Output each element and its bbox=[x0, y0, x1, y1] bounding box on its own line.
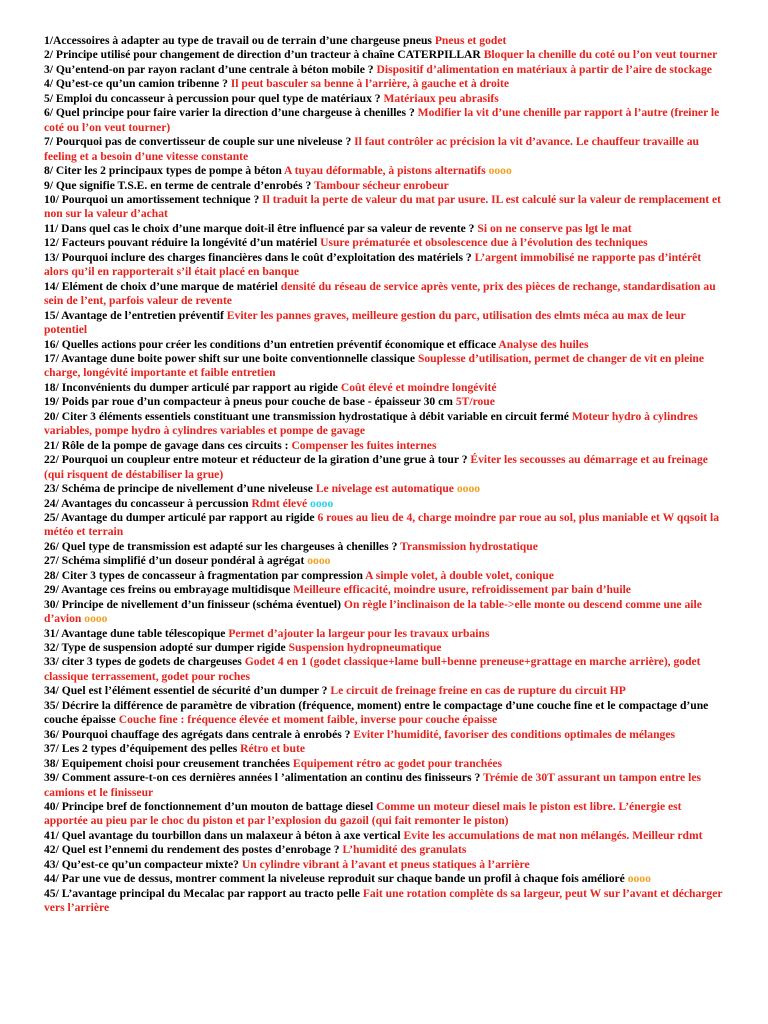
qa-item bbox=[44, 236, 724, 250]
qa-item bbox=[44, 48, 724, 62]
question-text: 44/ Par une vue de dessus, montrer comment la niveleuse reproduit sur chaque bande un profil à chaque fois amélioré bbox=[44, 872, 628, 886]
qa-item bbox=[44, 135, 724, 164]
answer-text: Le circuit de freinage freine en cas de rupture du circuit HP bbox=[330, 684, 626, 698]
qa-item bbox=[44, 395, 724, 409]
answer-text: Si on ne conserve pas lgt le mat bbox=[477, 221, 632, 235]
qa-item bbox=[44, 92, 724, 106]
qa-item bbox=[44, 872, 724, 886]
qa-item bbox=[44, 222, 724, 236]
answer-text: Coût élevé et moindre longévité bbox=[340, 380, 497, 394]
question-text: 21/ Rôle de la pompe de gavage dans ces circuits : bbox=[44, 438, 292, 452]
question-text: 20/ Citer 3 éléments essentiels constituant une transmission hydrostatique à débit variable en circuit fermé bbox=[44, 409, 572, 423]
answer-text: Pneus et godet bbox=[434, 34, 507, 47]
answer-text: Suspension hydropneumatique bbox=[288, 641, 442, 655]
answer-text: Bloquer la chenille du coté ou l’on veut tourner bbox=[483, 48, 718, 62]
question-text: 27/ Schéma simplifié d’un doseur pondéral à agrégat bbox=[44, 554, 308, 568]
review-marker: oooo bbox=[307, 554, 331, 568]
qa-item bbox=[44, 381, 724, 395]
question-text: 1/Accessoires à adapter au type de travail ou de terrain d’une chargeuse pneus bbox=[44, 34, 435, 47]
qa-item bbox=[44, 800, 724, 829]
question-text: 26/ Quel type de transmission est adapté sur les chargeuses à chenilles ? bbox=[44, 539, 401, 553]
qa-item bbox=[44, 771, 724, 800]
question-text: 6/ Quel principe pour faire varier la direction d’une chargeuse à chenilles ? bbox=[44, 106, 418, 120]
question-text: 29/ Avantage ces freins ou embrayage multidisque bbox=[44, 583, 294, 597]
qa-item bbox=[44, 439, 724, 453]
qa-item bbox=[44, 742, 724, 756]
question-text: 4/ Qu’est-ce qu’un camion tribenne ? bbox=[44, 77, 231, 91]
qa-item bbox=[44, 843, 724, 857]
question-text: 31/ Avantage dune table télescopique bbox=[44, 626, 229, 640]
qa-item bbox=[44, 627, 724, 641]
answer-text: Usure prématurée et obsolescence due à l’évolution des techniques bbox=[320, 236, 648, 250]
question-text: 7/ Pourquoi pas de convertisseur de couple sur une niveleuse ? bbox=[44, 135, 355, 149]
question-text: 12/ Facteurs pouvant réduire la longévité d’un matériel bbox=[44, 236, 321, 250]
answer-text: Le nivelage est automatique bbox=[315, 482, 454, 496]
answer-text: Éviter les secousses au démarrage et au freinage (qui risquent de déstabiliser la grue) bbox=[44, 453, 708, 481]
qa-item bbox=[44, 569, 724, 583]
question-text: 36/ Pourquoi chauffage des agrégats dans centrale à enrobés ? bbox=[44, 727, 354, 741]
question-text: 30/ Principe de nivellement d’un finisseur (schéma éventuel) bbox=[44, 597, 344, 611]
answer-text: Transmission hydrostatique bbox=[400, 539, 538, 553]
question-text: 28/ Citer 3 types de concasseur à fragmentation par compression bbox=[44, 568, 366, 582]
qa-item bbox=[44, 858, 724, 872]
question-text: 18/ Inconvénients du dumper articulé par rapport au rigide bbox=[44, 380, 341, 394]
answer-text: Meilleure efficacité, moindre usure, refroidissement par bain d’huile bbox=[293, 583, 631, 597]
qa-item bbox=[44, 482, 724, 496]
qa-item bbox=[44, 410, 724, 439]
qa-item bbox=[44, 728, 724, 742]
qa-item bbox=[44, 179, 724, 193]
question-text: 3/ Qu’entend-on par rayon raclant d’une centrale à béton mobile ? bbox=[44, 62, 377, 76]
answer-text: Rdmt élevé bbox=[251, 496, 308, 510]
answer-text: Fait une rotation complète ds sa largeur, peut W sur l’avant et décharger vers l’arrière bbox=[44, 886, 723, 915]
qa-item bbox=[44, 251, 724, 280]
review-marker: oooo bbox=[84, 612, 108, 626]
review-marker: oooo bbox=[627, 872, 651, 886]
qa-item bbox=[44, 63, 724, 77]
question-text: 11/ Dans quel cas le choix d’une marque doit-il être influencé par sa valeur de revente ? bbox=[44, 221, 478, 235]
qa-list bbox=[44, 34, 724, 916]
answer-text: Dispositif d’alimentation en matériaux à partir de l’aire de stockage bbox=[376, 62, 712, 76]
answer-text: Godet 4 en 1 (godet classique+lame bull+benne preneuse+grattage en marche arrière), godet classique terrassement, godet pour roches bbox=[44, 655, 701, 683]
qa-item bbox=[44, 164, 724, 178]
question-text: 43/ Qu’est-ce qu’un compacteur mixte? bbox=[44, 857, 242, 871]
answer-text: Souplesse d’utilisation, permet de changer de vit en pleine charge, longévité importante et faible entretien bbox=[44, 351, 705, 380]
qa-item bbox=[44, 699, 724, 728]
review-marker: oooo bbox=[488, 164, 512, 178]
answer-text: Modifier la vit d’une chenille par rapport à l’autre (freiner le coté ou l’on veut tourner) bbox=[44, 106, 720, 134]
answer-text: Il peut basculer sa benne à l’arrière, à gauche et à droite bbox=[230, 77, 510, 91]
answer-text: Evite les accumulations de mat non mélangés. Meilleur rdmt bbox=[403, 828, 703, 842]
qa-item bbox=[44, 641, 724, 655]
question-text: 16/ Quelles actions pour créer les conditions d’un entretien préventif économique et efficace bbox=[44, 337, 499, 351]
question-text: 10/ Pourquoi un amortissement technique ? bbox=[44, 192, 263, 206]
answer-text: Tambour sécheur enrobeur bbox=[313, 178, 449, 192]
review-marker: oooo bbox=[310, 496, 334, 510]
question-text: 42/ Quel est l’ennemi du rendement des postes d’enrobage ? bbox=[44, 843, 343, 857]
qa-item bbox=[44, 338, 724, 352]
answer-text: Trémie de 30T assurant un tampon entre les camions et le finisseur bbox=[44, 771, 701, 799]
qa-item bbox=[44, 540, 724, 554]
qa-item bbox=[44, 583, 724, 597]
question-text: 38/ Equipement choisi pour creusement tranchées bbox=[44, 756, 293, 770]
qa-item bbox=[44, 598, 724, 627]
question-text: 15/ Avantage de l’entretien préventif bbox=[44, 308, 227, 322]
question-text: 40/ Principe bref de fonctionnement d’un mouton de battage diesel bbox=[44, 800, 377, 814]
answer-text: Un cylindre vibrant à l’avant et pneus statiques à l’arrière bbox=[241, 857, 530, 871]
question-text: 17/ Avantage dune boite power shift sur une boite conventionnelle classique bbox=[44, 351, 418, 365]
question-text: 45/ L’avantage principal du Mecalac par rapport au tracto pelle bbox=[44, 886, 363, 900]
qa-item bbox=[44, 511, 724, 540]
qa-item bbox=[44, 829, 724, 843]
answer-text: Equipement rétro ac godet pour tranchées bbox=[292, 756, 503, 770]
question-text: 2/ Principe utilisé pour changement de direction d’un tracteur à chaîne CATERPILLAR bbox=[44, 48, 484, 62]
question-text: 5/ Emploi du concasseur à percussion pour quel type de matériaux ? bbox=[44, 91, 384, 105]
qa-item bbox=[44, 77, 724, 91]
question-text: 41/ Quel avantage du tourbillon dans un malaxeur à béton à axe vertical bbox=[44, 828, 404, 842]
answer-text: A simple volet, à double volet, conique bbox=[365, 568, 554, 582]
question-text: 25/ Avantage du dumper articulé par rapport au rigide bbox=[44, 510, 318, 524]
answer-text: Il traduit la perte de valeur du mat par usure. IL est calculé sur la valeur de remplacement et non sur la valeur d’achat bbox=[44, 192, 722, 221]
answer-text: Couche fine : fréquence élevée et moment faible, inverse pour couche épaisse bbox=[118, 713, 498, 727]
answer-text: Il faut contrôler ac précision la vit d’avance. Le chauffeur travaille au feeling et a besoin d’une vitesse constante bbox=[44, 135, 699, 163]
answer-text: Rétro et bute bbox=[240, 742, 305, 756]
qa-item bbox=[44, 655, 724, 684]
qa-item bbox=[44, 193, 724, 222]
answer-text: L’argent immobilisé ne rapporte pas d’intérêt alors qu’il en rapporterait s’il était placé en banque bbox=[44, 250, 702, 279]
question-text: 14/ Elément de choix d’une marque de matériel bbox=[44, 279, 281, 293]
qa-item bbox=[44, 106, 724, 135]
qa-item bbox=[44, 280, 724, 309]
answer-text: Analyse des huiles bbox=[498, 337, 589, 351]
answer-text: Comme un moteur diesel mais le piston est libre. L’énergie est apportée au pieu par le choc du piston et par l’explosion du gazoil (qui fait remonter le piston) bbox=[44, 800, 682, 828]
question-text: 22/ Pourquoi un coupleur entre moteur et réducteur de la giration d’une grue à tour ? bbox=[44, 453, 471, 467]
question-text: 35/ Décrire la différence de paramètre de vibration (fréquence, moment) entre le compactage d’une couche fine et le compactage d’une couche épaisse bbox=[44, 698, 709, 727]
question-text: 9/ Que signifie T.S.E. en terme de centrale d’enrobés ? bbox=[44, 178, 314, 192]
question-text: 13/ Pourquoi inclure des charges financières dans le coût d’exploitation des matériels ? bbox=[44, 250, 475, 264]
question-text: 37/ Les 2 types d’équipement des pelles bbox=[44, 742, 241, 756]
answer-text: Eviter l’humidité, favoriser des conditions optimales de mélanges bbox=[353, 727, 675, 741]
question-text: 34/ Quel est l’élément essentiel de sécurité d’un dumper ? bbox=[44, 684, 331, 698]
answer-text: A tuyau déformable, à pistons alternatifs bbox=[284, 164, 486, 178]
answer-text: Matériaux peu abrasifs bbox=[383, 91, 499, 105]
qa-item bbox=[44, 757, 724, 771]
question-text: 33/ citer 3 types de godets de chargeuses bbox=[44, 655, 245, 669]
qa-item bbox=[44, 309, 724, 338]
qa-item bbox=[44, 352, 724, 381]
question-text: 32/ Type de suspension adopté sur dumper rigide bbox=[44, 641, 289, 655]
question-text: 8/ Citer les 2 principaux types de pompe à béton bbox=[44, 164, 285, 178]
qa-item bbox=[44, 34, 724, 48]
qa-item bbox=[44, 497, 724, 511]
answer-text: Compenser les fuites internes bbox=[291, 438, 437, 452]
qa-item bbox=[44, 684, 724, 698]
qa-item bbox=[44, 554, 724, 568]
answer-text: Moteur hydro à cylindres variables, pompe hydro à cylindres variables et pompe de gavage bbox=[44, 409, 698, 438]
answer-text: 5T/roue bbox=[455, 395, 495, 409]
question-text: 23/ Schéma de principe de nivellement d’une niveleuse bbox=[44, 482, 316, 496]
question-text: 39/ Comment assure-t-on ces dernières années l ’alimentation an continu des finisseurs ? bbox=[44, 771, 483, 785]
review-marker: oooo bbox=[456, 482, 481, 496]
qa-item bbox=[44, 453, 724, 482]
answer-text: Permet d’ajouter la largeur pour les travaux urbains bbox=[228, 626, 490, 640]
answer-text: On règle l’inclinaison de la table->elle monte ou descend comme une aile d’avion bbox=[44, 597, 702, 626]
question-text: 24/ Avantages du concasseur à percussion bbox=[44, 496, 252, 510]
qa-item bbox=[44, 887, 724, 916]
answer-text: Eviter les pannes graves, meilleure gestion du parc, utilisation des elmts méca au max de leur potentiel bbox=[44, 308, 686, 337]
answer-text: densité du réseau de service après vente, prix des pièces de rechange, standardisation au sein de l’ent, parfois valeur de revente bbox=[44, 279, 716, 308]
answer-text: 6 roues au lieu de 4, charge moindre par roue au sol, plus maniable et W qqsoit la météo et terrain bbox=[44, 510, 720, 539]
answer-text: L’humidité des granulats bbox=[342, 843, 467, 857]
question-text: 19/ Poids par roue d’un compacteur à pneus pour couche de base - épaisseur 30 cm bbox=[44, 395, 456, 409]
